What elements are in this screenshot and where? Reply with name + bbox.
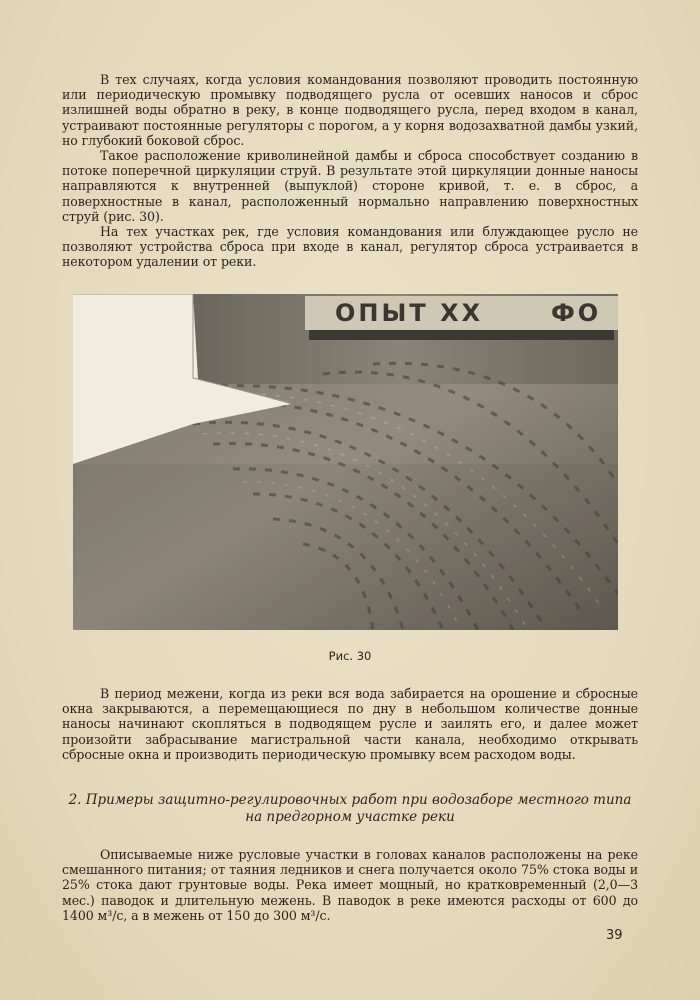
flow-photo-image [73, 294, 618, 630]
section-heading-line: на предгорном участке реки [245, 809, 455, 825]
paragraph: На тех участках рек, где условия командования или блуждающее русло не позволяют устройства сброса при входе в канал, регулятор сброса устраивается в некотором удалении от реки. [62, 224, 638, 270]
middle-text-block [62, 686, 638, 762]
section-heading [62, 792, 638, 826]
sign-text: ОПЫТ XX [335, 299, 484, 327]
page-number: 39 [606, 928, 623, 943]
bottom-text-block [62, 847, 638, 923]
paragraph: В период межени, когда из реки вся вода забирается на орошение и сбросные окна закрываются, а перемещающиеся по дну в небольшом количестве донные наносы начинают скопляться в подводящем русле и заилять его, и далее может произойти забрасывание магистральной части канала, необходимо открывать сбросные окна и производить периодическую промывку всем расходом воды. [62, 686, 638, 762]
paragraph: Описываемые ниже русловые участки в головах каналов расположены на реке смешанного питания; от таяния ледников и снега получается около 75% стока воды и 25% стока дают грунтовые воды. Река имеет мощный, но кратковременный (2,0—3 мес.) паводок и длительную межень. В паводок в реке имеются расходы от 600 до 1400 м³/с, а в межень от 150 до 300 м³/с. [62, 847, 638, 923]
paragraph: В тех случаях, когда условия командования позволяют проводить постоянную или периодическую промывку подводящего русла от осевших наносов и сброс излишней воды обратно в реку, в конце подводящего русла, перед входом в канал, устраивают постоянные регуляторы с порогом, а у корня водозахватной дамбы узкий, но глубокий боковой сброс. [62, 72, 638, 148]
figure-photo [73, 294, 618, 630]
figure-caption: Рис. 30 [328, 649, 372, 663]
sign-text-right: ФО [551, 299, 602, 327]
section-heading-line: 2. Примеры защитно-регулировочных работ при водозаборе местного типа [68, 792, 632, 808]
paragraph: Такое расположение криволинейной дамбы и сброса способствует созданию в потоке поперечной циркуляции струй. В результате этой циркуляции донные наносы направляются к внутренней (выпуклой) стороне кривой, т. е. в сброс, а поверхностные в канал, расположенный нормально направлению поверхностных струй (рис. 30). [62, 148, 638, 224]
top-text-block [62, 72, 638, 270]
